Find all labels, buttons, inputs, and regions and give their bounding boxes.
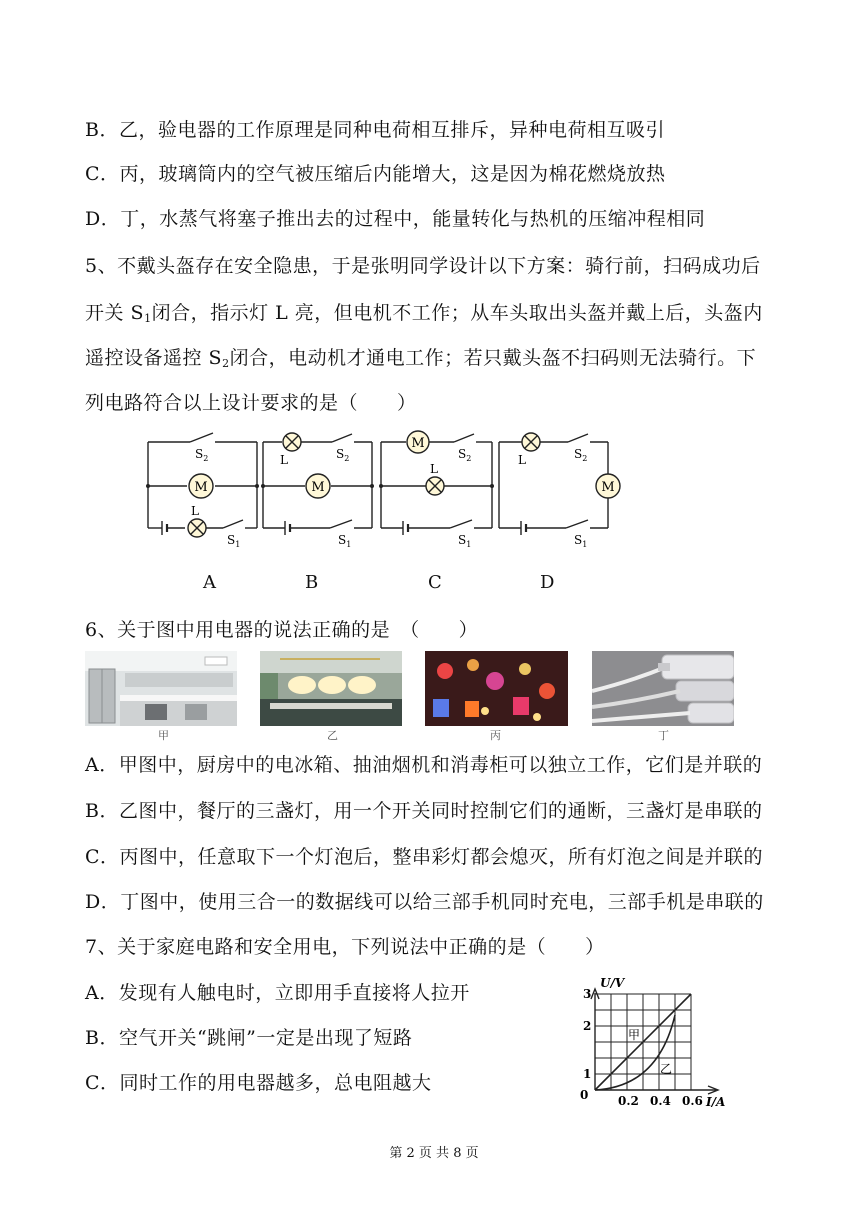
circuit-a [145,428,265,562]
x-tick-1: 0.2 [618,1094,639,1108]
question-6: 6、关于图中用电器的说法正确的是 （ ） [85,619,479,641]
motor-label: M [311,480,325,495]
s2-label: $S_2$ [458,447,472,463]
question-5-line-3: 遥控设备遥控 $S_2$闭合，电动机才通电工作；若只戴头盔不扫码则无法骑行。下 [85,347,757,370]
kitchen-photo [85,651,237,726]
x-tick-2: 0.4 [650,1094,671,1108]
motor-label: M [411,436,425,451]
motor-label: M [194,480,208,495]
option-6b: B．乙图中，餐厅的三盏灯，用一个开关同时控制它们的通断，三盏灯是串联的 [85,800,763,822]
circuit-c [378,428,498,562]
question-7: 7、关于家庭电路和安全用电，下列说法中正确的是（ ） [85,936,605,958]
lamp-label: L [518,453,526,467]
option-d-text: D．丁，水蒸气将塞子推出去的过程中，能量转化与热机的压缩冲程相同 [85,208,706,230]
photo-caption-jia: 甲 [158,729,169,742]
option-7c: C．同时工作的用电器越多，总电阻越大 [85,1072,432,1094]
question-5-line-1: 5、不戴头盔存在安全隐患，于是张明同学设计以下方案：骑行前，扫码成功后 [85,255,761,277]
photo-caption-bing: 丙 [490,729,501,742]
line-jia-label: 甲 [628,1028,641,1042]
question-5-line-4: 列电路符合以上设计要求的是（ ） [85,392,417,414]
line-yi-label: 乙 [660,1062,673,1076]
y-tick-1: 1 [583,1067,592,1081]
circuit-label-a: A [203,572,216,593]
question-5-line-2: 开关 $S_1$闭合，指示灯 L 亮，但电机不工作；从车头取出头盔并戴上后，头盔内 [85,302,763,325]
s1-label: $S_1$ [227,533,241,549]
circuit-label-d: D [540,572,555,593]
s2-label: $S_2$ [195,447,209,463]
circuit-d [496,428,626,562]
y-axis-label: U/V [600,976,625,990]
x-axis-label: I/A [706,1095,726,1109]
lamp-label: L [191,504,199,518]
motor-label: M [601,480,615,495]
option-7a: A．发现有人触电时，立即用手直接将人拉开 [85,982,470,1004]
option-7b: B．空气开关“跳闸”一定是出现了短路 [85,1027,413,1049]
s2-label: $S_2$ [336,447,350,463]
option-6c: C．丙图中，任意取下一个灯泡后，整串彩灯都会熄灭，所有灯泡之间是并联的 [85,846,764,868]
option-6d: D．丁图中，使用三合一的数据线可以给三部手机同时充电，三部手机是串联的 [85,891,764,913]
dining-photo [260,651,402,726]
s2-label: $S_2$ [574,447,588,463]
s1-label: $S_1$ [458,533,472,549]
u-i-graph [578,975,738,1119]
photo-caption-yi: 乙 [327,729,338,742]
circuit-label-b: B [305,572,319,593]
photo-caption-ding: 丁 [658,729,669,742]
lamp-label: L [430,462,438,476]
string-lights-photo [425,651,568,726]
y-tick-2: 2 [583,1019,592,1033]
page-footer: 第 2 页 共 8 页 [389,1146,479,1161]
option-c-text: C．丙，玻璃筒内的空气被压缩后内能增大，这是因为棉花燃烧放热 [85,163,666,185]
y-tick-3: 3 [583,987,592,1001]
s1-label: $S_1$ [574,533,588,549]
circuit-label-c: C [428,572,442,593]
circuit-b [260,428,380,562]
lamp-label: L [280,453,288,467]
option-6a: A．甲图中，厨房中的电冰箱、抽油烟机和消毒柜可以独立工作，它们是并联的 [85,754,763,776]
x-tick-3: 0.6 [682,1094,703,1108]
s1-label: $S_1$ [338,533,352,549]
origin-label: 0 [580,1088,589,1102]
charging-cable-photo [592,651,734,726]
option-b-text: B．乙，验电器的工作原理是同种电荷相互排斥，异种电荷相互吸引 [85,119,665,141]
